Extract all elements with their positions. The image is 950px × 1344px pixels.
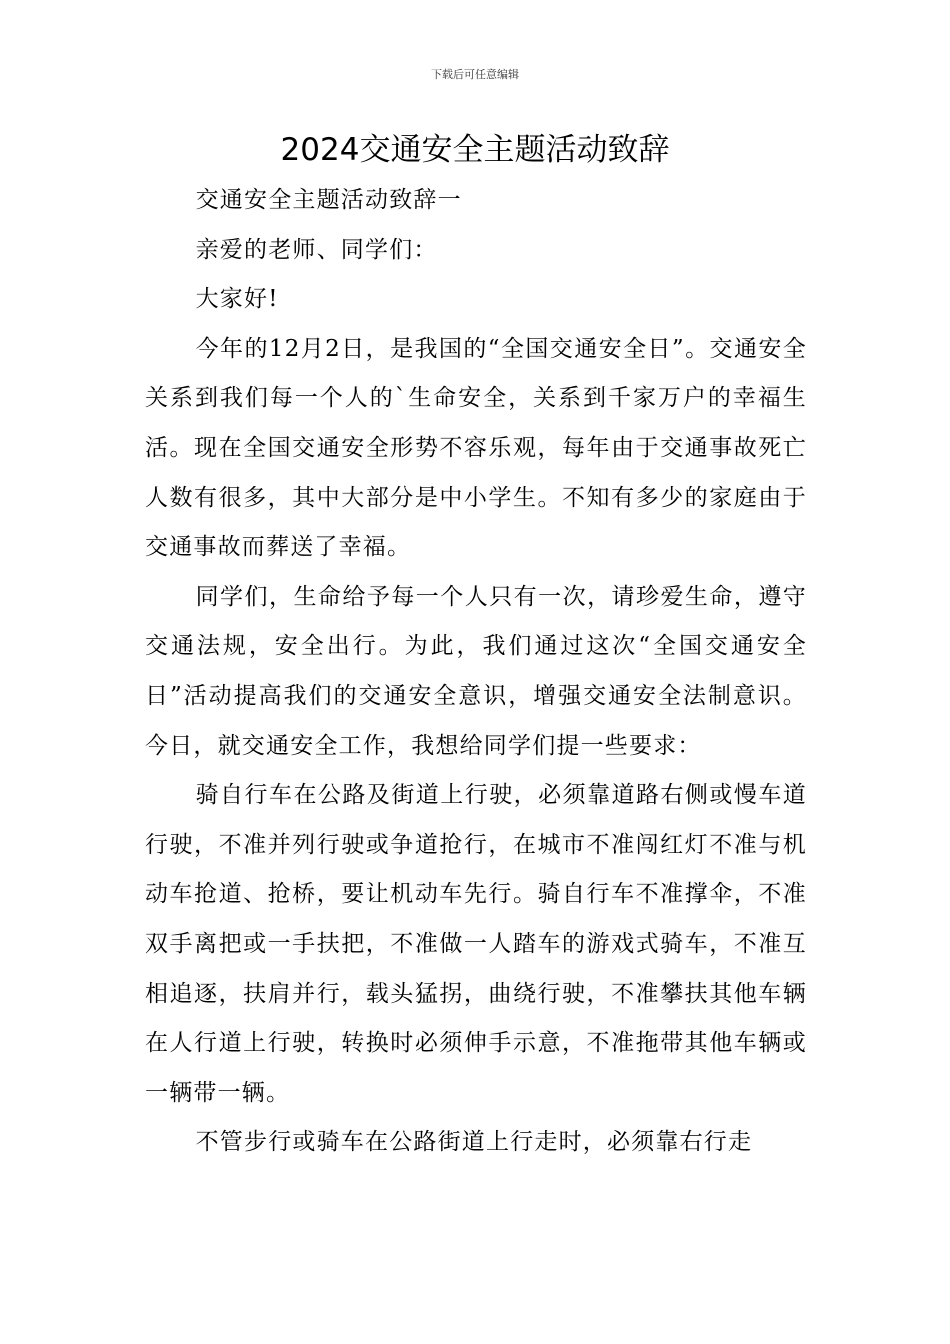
header-note: 下载后可任意编辑 [431,68,519,81]
document-title: 2024交通安全主题活动致辞 [280,132,670,168]
paragraph-body: 骑自行车在公路及街道上行驶，必须靠道路右侧或慢车道行驶，不准并列行驶或争道抢行，在城市不准闯红灯不准与机动车抢道、抢桥，要让机动车先行。骑自行车不准撑伞，不准双手离把或一手扶把，不准做一人踏车的游戏式骑车，不准互相追逐，扶肩并行，载头猛拐，曲绕行驶，不准攀扶其他车辆在人行道上行驶，转换时必须伸手示意，不准拖带其他车辆或一辆带一辆。 [145,782,807,1106]
paragraph-greeting: 大家好! [195,286,279,313]
document-body [145,176,807,1168]
paragraph-body: 今年的12月2日，是我国的“全国交通安全日”。交通安全关系到我们每一个人的`生命安全，关系到千家万户的幸福生活。现在全国交通安全形势不容乐观，每年由于交通事故死亡人数有很多，其中大部分是中小学生。不知有多少的家庭由于交通事故而葬送了幸福。 [145,335,807,561]
paragraph-salutation: 亲爱的老师、同学们： [195,236,438,263]
paragraph-body: 同学们，生命给予每一个人只有一次，请珍爱生命，遵守交通法规，安全出行。为此，我们通过这次“全国交通安全日”活动提高我们的交通安全意识，增强交通安全法制意识。今日，就交通安全工作，我想给同学们提一些要求： [145,583,807,759]
paragraph-body: 不管步行或骑车在公路街道上行走时，必须靠右行走 [195,1129,753,1156]
paragraph-subtitle: 交通安全主题活动致辞一 [195,187,462,213]
